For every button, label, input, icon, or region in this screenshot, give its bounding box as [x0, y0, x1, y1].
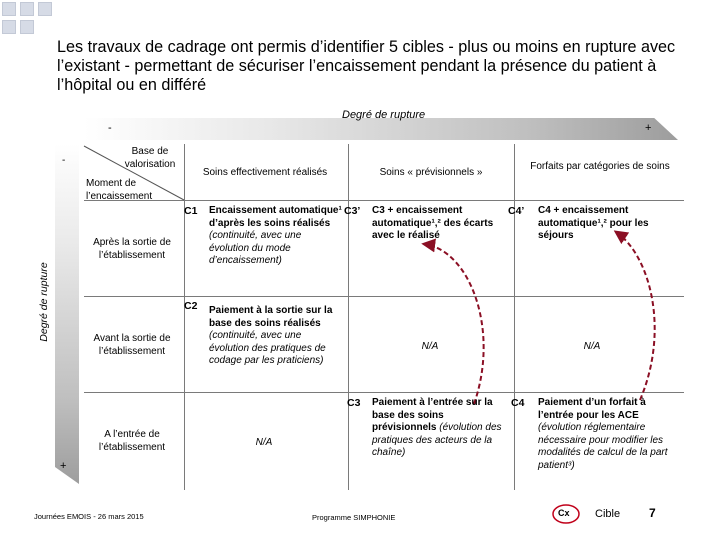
x-axis-max: + — [645, 122, 652, 134]
cell-c4-main: Paiement d’un forfait à l’entrée pour les ACE — [538, 397, 646, 421]
cell-na: N/A — [421, 341, 439, 352]
cell-na: N/A — [583, 341, 601, 352]
cell-c3prime: C3 + encaissement automatique¹,² des écarts avec le réalisé — [372, 205, 494, 241]
row-header-entree: A l’entrée de l’établissement — [98, 429, 166, 453]
cell-c3 — [372, 397, 506, 460]
cell-c2-detail: (continuité, avec une évolution des pratiques de codage par les praticiens) — [209, 330, 326, 366]
target-label-c4: C4 — [511, 397, 525, 409]
cell-c4 — [538, 397, 674, 472]
target-label-c1: C1 — [184, 205, 198, 217]
column-header-realises: Soins effectivement réalisés — [202, 167, 328, 178]
y-axis-max: + — [60, 460, 67, 472]
cell-c4prime: C4 + encaissement automatique¹,² pour les séjours — [538, 205, 649, 241]
cell-c3-main: Paiement à l’entrée sur la base des soins prévisionnels — [372, 397, 493, 433]
target-label-c4prime: C4’ — [508, 205, 525, 217]
footer-center: Programme SIMPHONIE — [312, 513, 396, 522]
cell-na: N/A — [255, 437, 273, 448]
legend-symbol: Cx — [558, 508, 570, 518]
corner-column-header: Base de valorisation — [124, 146, 176, 170]
arrow-c4-to-c4prime — [616, 232, 655, 400]
target-label-c3prime: C3’ — [344, 205, 361, 217]
cell-c2-main: Paiement à la sortie sur la base des soins réalisés — [209, 305, 333, 329]
column-header-previsionnels: Soins « prévisionnels » — [379, 167, 483, 178]
cell-c4-detail: (évolution réglementaire nécessaire pour modifier les modalités de calcul de la part patient³) — [538, 422, 668, 471]
cell-c2 — [209, 305, 343, 368]
footer-left: Journées EMOIS - 26 mars 2015 — [34, 512, 144, 521]
cell-c1-detail: (continuité, avec une évolution du mode d’encaissement) — [209, 230, 302, 266]
cell-c1-main: Encaissement automatique¹ d’après les soins réalisés — [209, 205, 342, 229]
row-header-avant-sortie: Avant la sortie de l’établissement — [93, 333, 171, 357]
legend-text: Cible — [595, 508, 621, 520]
x-axis-min: - — [108, 122, 112, 134]
y-axis-label: Degré de rupture — [38, 262, 50, 342]
column-header-forfaits: Forfaits par catégories de soins — [530, 161, 670, 172]
arrow-c3-to-c3prime — [424, 244, 484, 404]
corner-row-header: Moment de l’encaissement — [86, 178, 153, 202]
page-number: 7 — [649, 506, 656, 520]
x-axis-label: Degré de rupture — [342, 109, 426, 121]
y-axis-min: - — [62, 155, 66, 166]
target-label-c3: C3 — [347, 397, 361, 409]
slide-title: Les travaux de cadrage ont permis d’identifier 5 cibles - plus ou moins en rupture avec l’existant - permettant de sécuriser l’encaissement pendant la présence du patient à l’hôpital ou en différé — [57, 38, 676, 94]
cell-c1 — [209, 205, 343, 268]
row-header-apres-sortie: Après la sortie de l’établissement — [93, 237, 171, 261]
target-label-c2: C2 — [184, 300, 198, 312]
cell-c3-detail: (évolution des pratiques des acteurs de la chaîne) — [372, 422, 502, 458]
